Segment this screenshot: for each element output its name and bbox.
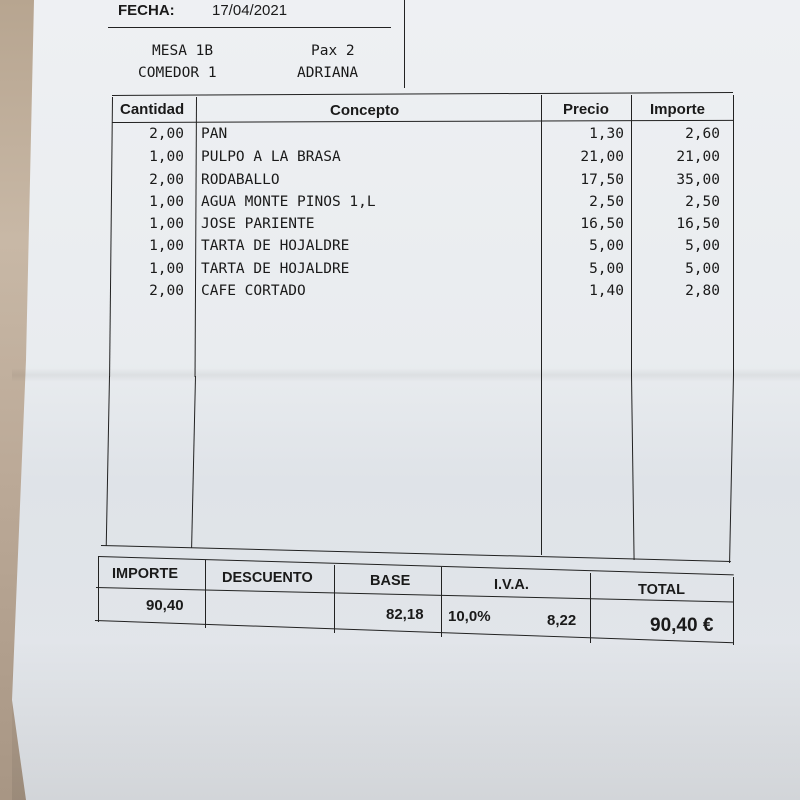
summary-header-total: TOTAL	[638, 582, 685, 598]
item-quantity: 2,00	[149, 172, 184, 188]
item-amount: 5,00	[685, 261, 720, 277]
item-amount: 35,00	[676, 172, 720, 188]
date-value: 17/04/2021	[212, 2, 288, 19]
summary-vat-amount: 8,22	[547, 612, 577, 629]
item-concept: PAN	[201, 126, 228, 142]
item-price: 2,50	[589, 194, 624, 210]
item-amount: 2,50	[685, 194, 720, 210]
table-row	[0, 261, 800, 283]
item-price: 1,40	[589, 283, 624, 299]
summary-header-vat: I.V.A.	[494, 577, 529, 593]
summary-table-divider-base	[334, 565, 335, 633]
summary-header-discount: DESCUENTO	[222, 570, 313, 586]
column-header-amount: Importe	[650, 101, 706, 118]
item-quantity: 1,00	[149, 261, 184, 277]
summary-table-left-border	[98, 556, 99, 622]
table-row	[0, 238, 800, 260]
item-quantity: 2,00	[149, 126, 184, 142]
header-vertical-divider	[404, 0, 405, 88]
item-concept: TARTA DE HOJALDRE	[201, 238, 350, 254]
summary-table-divider-discount	[205, 560, 206, 628]
summary-base-value: 82,18	[386, 606, 424, 623]
item-amount: 21,00	[676, 149, 720, 165]
item-amount: 16,50	[676, 216, 720, 232]
table-row	[0, 216, 800, 238]
item-price: 5,00	[589, 238, 624, 254]
item-price: 17,50	[580, 172, 624, 188]
table-row	[0, 283, 800, 305]
item-concept: CAFE CORTADO	[201, 283, 306, 299]
column-header-quantity: Cantidad	[120, 101, 185, 118]
item-price: 5,00	[589, 261, 624, 277]
table-row	[0, 126, 800, 148]
summary-table-right-border	[733, 577, 734, 645]
item-concept: RODABALLO	[201, 172, 280, 188]
item-quantity: 1,00	[149, 216, 184, 232]
item-amount: 2,80	[685, 283, 720, 299]
item-price: 21,00	[580, 149, 624, 165]
item-price: 16,50	[580, 216, 624, 232]
table-row	[0, 149, 800, 171]
waiter-name: ADRIANA	[297, 65, 359, 81]
summary-total-value: 90,40 €	[650, 615, 714, 636]
item-concept: PULPO A LA BRASA	[201, 149, 341, 165]
summary-header-amount: IMPORTE	[112, 566, 179, 582]
item-quantity: 2,00	[149, 283, 184, 299]
item-amount: 5,00	[685, 238, 720, 254]
summary-header-base: BASE	[370, 573, 411, 589]
column-header-price: Precio	[563, 101, 609, 118]
paper-fold	[12, 368, 800, 382]
item-amount: 2,60	[685, 126, 720, 142]
date-label: FECHA:	[118, 2, 175, 19]
summary-table-divider-total	[590, 573, 591, 643]
summary-table-divider-vat	[441, 567, 442, 637]
item-quantity: 1,00	[149, 149, 184, 165]
dining-room: COMEDOR 1	[138, 65, 217, 81]
header-divider	[108, 27, 391, 28]
table-row	[0, 194, 800, 216]
column-header-concept: Concepto	[330, 102, 400, 119]
guest-count: Pax 2	[311, 43, 355, 59]
item-concept: JOSE PARIENTE	[201, 216, 315, 232]
summary-vat-rate: 10,0%	[448, 608, 491, 625]
paper-shadow	[12, 640, 800, 800]
table-row	[0, 172, 800, 194]
item-quantity: 1,00	[149, 238, 184, 254]
table-number: MESA 1B	[152, 43, 214, 59]
item-quantity: 1,00	[149, 194, 184, 210]
summary-amount-value: 90,40	[146, 597, 184, 614]
item-concept: TARTA DE HOJALDRE	[201, 261, 350, 277]
item-concept: AGUA MONTE PINOS 1,L	[201, 194, 376, 210]
item-price: 1,30	[589, 126, 624, 142]
